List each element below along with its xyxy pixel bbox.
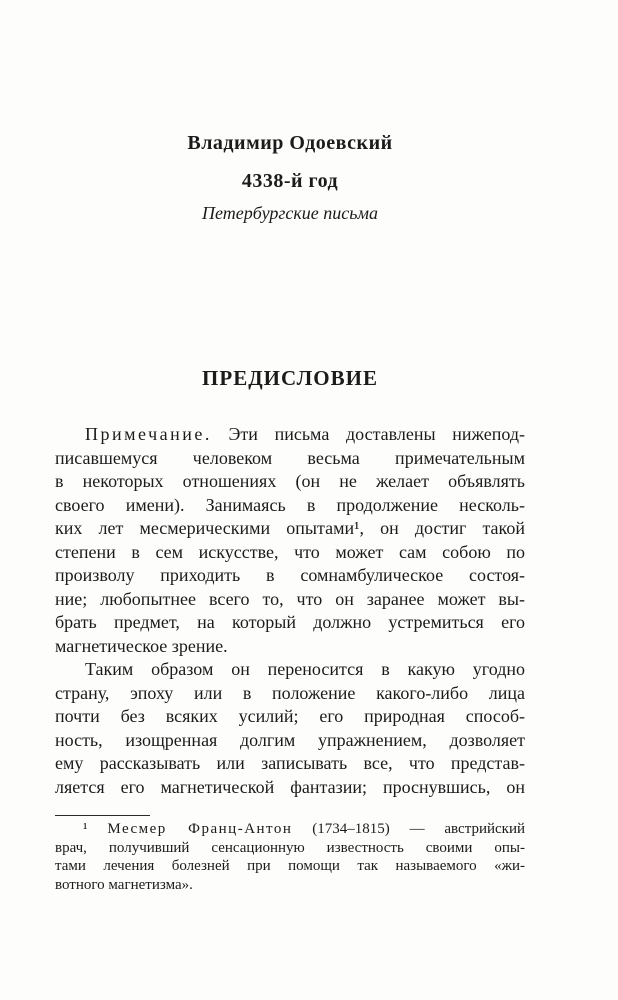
text-span: (1734–1815) — австрийский — [292, 821, 525, 837]
footnote-divider — [55, 815, 150, 816]
text-line: своего имени). Занимаясь в продолжение несколь- — [55, 494, 525, 515]
text-line: брать предмет, на который должно устремиться его — [55, 612, 525, 632]
text-line: тами лечения болезней при помощи так называемого «жи- — [55, 858, 525, 874]
footnote — [55, 815, 525, 894]
text-line: ких лет месмерическими опытами¹, он достиг такой — [55, 518, 525, 538]
text-line — [55, 820, 525, 839]
text-line — [55, 423, 525, 447]
text-line: степени в сем искусстве, что может сам собою по — [55, 541, 525, 562]
text-line: магнетическое зрение. — [55, 635, 228, 656]
text-span: Эти письма доставлены нижепод- — [211, 424, 525, 444]
body-text — [55, 423, 525, 894]
title-block — [55, 131, 525, 225]
text-line: в некоторых отношениях (он не желает объявлять — [55, 471, 525, 491]
text-line: ему рассказывать или записывать все, что представ- — [55, 753, 525, 773]
footnote-text — [55, 820, 525, 894]
text-line: писавшемуся человеком весьма примечательным — [55, 447, 525, 468]
paragraph-lead: Примечание. — [85, 424, 212, 444]
footnote-person-name: Месмер Франц-Антон — [107, 821, 293, 837]
text-line: Таким образом он переносится в какую угодно — [85, 659, 525, 679]
book-title: 4338-й год — [241, 170, 339, 192]
paragraph-2 — [55, 658, 525, 799]
text-line: ляется его магнетической фантазии; проснувшись, он — [55, 776, 525, 797]
chapter-heading: ПРЕДИСЛОВИЕ — [202, 366, 378, 390]
text-line: страну, эпоху или в положение какого-либо лица — [55, 682, 525, 703]
book-subtitle: Петербургские письма — [202, 203, 378, 223]
text-line: вотного магнетизма». — [55, 876, 193, 893]
text-line: произволу приходить в сомнамбулическое состоя- — [55, 565, 525, 585]
text-line: ность, изощренная долгим упражнением, дозволяет — [55, 729, 525, 750]
paragraph-1 — [55, 423, 525, 658]
author-name: Владимир Одоевский — [187, 132, 393, 154]
footnote-marker: ¹ — [83, 821, 108, 837]
text-line: ние; любопытнее всего то, что он заранее может вы- — [55, 588, 525, 609]
text-line: врач, получивший сенсационную известность своими опы- — [55, 839, 525, 856]
text-line: почти без всяких усилий; его природная способ- — [55, 706, 525, 726]
